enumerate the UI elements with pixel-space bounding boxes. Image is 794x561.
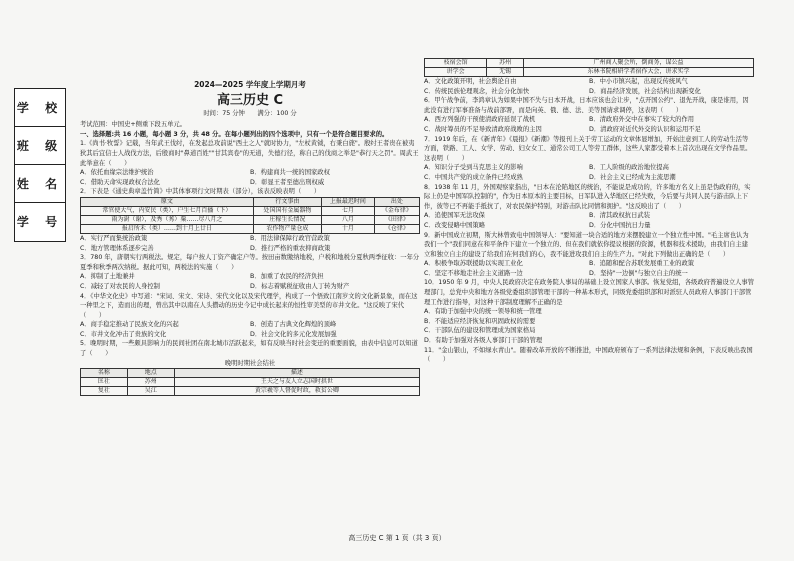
option[interactable]: B．中小市镇兴起，出现反传统风气 bbox=[589, 78, 688, 85]
question-5-options-row2 bbox=[424, 87, 754, 97]
table-cell: 无锡 bbox=[487, 68, 524, 77]
question-3-stem: 3．780 年，唐朝实行两税法。规定，每户按人丁资产确定户等。按田亩数缴纳地税，户税和地税分夏秋两季征收：一年分夏季和秋季两次纳税。据此可知，两税法的实施（ ） bbox=[80, 254, 420, 271]
student-id-label: 学 号 bbox=[16, 215, 64, 229]
question-5-table-caption: 晚明时期社会结社 bbox=[224, 359, 276, 367]
option[interactable]: C．市井文化冲击了贵族的文化 bbox=[80, 330, 167, 338]
table-cell: 十月 bbox=[322, 224, 375, 233]
question-4-options bbox=[80, 320, 420, 330]
table-cell: 七月 bbox=[322, 206, 375, 215]
table-cell: 《仓律》 bbox=[374, 224, 419, 233]
option[interactable]: D．坚持"一边倒"与独立自主的统一 bbox=[589, 269, 688, 277]
table-cell: 农作物产量仓成 bbox=[253, 224, 321, 233]
question-2-options-row2 bbox=[80, 244, 420, 254]
table-cell: 八月 bbox=[322, 215, 375, 224]
table-row bbox=[81, 215, 420, 224]
table-cell: 吴江 bbox=[127, 387, 174, 396]
table-cell: 报启所禾（类）……到十月上廿日 bbox=[81, 224, 254, 233]
option[interactable]: C．中国共产党的成立条件已经成熟 bbox=[424, 173, 523, 181]
section-instructions: 一、选择题:共 16 小题，每小题 3 分，共 48 分。在每小题列出的四个选项中，只有一个是符合题目要求的。 bbox=[80, 130, 389, 138]
table-cell: 苏州 bbox=[127, 378, 174, 387]
option[interactable]: C．借助天命实现政权合法化 bbox=[80, 178, 160, 186]
table-cell: 《金布律》 bbox=[374, 206, 419, 215]
table-cell: 苏州 bbox=[487, 59, 524, 68]
option[interactable]: D．分化中国抗日力量 bbox=[589, 221, 651, 229]
question-6-options-row2 bbox=[424, 125, 754, 135]
right-column bbox=[424, 58, 754, 365]
option[interactable]: A．有助于加强中央的统一领导和统一管理 bbox=[424, 308, 542, 316]
table-cell: 复社 bbox=[81, 387, 128, 396]
option[interactable]: A．抑制了土地兼并 bbox=[80, 273, 135, 281]
option[interactable]: B．清政府外交中在事实了较大的作用 bbox=[589, 116, 695, 124]
question-9-options-row2 bbox=[424, 269, 754, 279]
question-4-options-row2 bbox=[80, 330, 420, 340]
school-label: 学 校 bbox=[15, 89, 65, 127]
question-11-stem: 11．"金山银山，不如绿水青山"。随着改革开放的不断推进，中国政府颁布了一系列法律法规和条例，下表反映出我国（ ） bbox=[424, 346, 753, 364]
question-1-stem: 1.《尚书·牧誓》记载，当年武王伐纣，在发起总攻前说"西土之人"就时协力，"左杖黄钺，右秉白旄"。殷纣王者贵在被夷狄其后宜信士人战伐方法，后殷商时"鼻道百姓""甘其宾卷"的无道，失德行径，称自己的伐商之举是"恭行天之罚"。周武王此举意在（ ） bbox=[80, 140, 419, 167]
table-cell: 匡社 bbox=[81, 378, 128, 387]
option[interactable]: B．创造了古典文化辉煌的顶峰 bbox=[250, 321, 337, 329]
question-5-table bbox=[80, 368, 420, 396]
option[interactable]: C．传统民族伦理观念，社会分化加快 bbox=[424, 87, 530, 95]
option[interactable]: B．构建商共一统的国家政权 bbox=[250, 169, 330, 177]
table-row bbox=[81, 387, 420, 396]
option[interactable]: C．地方管理体系逐步完善 bbox=[80, 244, 154, 252]
option[interactable]: C．坚定不移地走社会主义道路一边 bbox=[424, 269, 523, 277]
question-7-options-row2 bbox=[424, 173, 754, 183]
exam-scope: 考试范围：中国史+侧重下段五单元。 bbox=[80, 121, 187, 129]
table-cell: 处国国有金属器物 bbox=[253, 206, 321, 215]
option[interactable]: B．工人阶级的政治地位提高 bbox=[589, 164, 669, 172]
question-1-options bbox=[80, 168, 420, 178]
table-cell: 黄宗羲等人督促时政，救贫公卿 bbox=[174, 387, 419, 396]
table-cell: 讲学会 bbox=[425, 68, 487, 77]
option[interactable]: C．改变侵略中国策略 bbox=[424, 221, 486, 229]
question-10-stem: 10．1950 年 9 月，中央人民政府决定在政务院人事局的基础上设立国家人事部。恢复党组，各级政府普遍设立人事管理部门，总党中央和地方各级党委组织部管理干部的一种基本形式，同级党委组织部和对派驻人员政府人事部门干部管理工作进行指导，对这种干部制度理解不正确的是 bbox=[424, 279, 755, 306]
question-8-options-row2 bbox=[424, 221, 754, 231]
option[interactable]: D．社会主义已经成为主流思潮 bbox=[589, 173, 676, 181]
question-2-table bbox=[80, 197, 420, 234]
table-cell: 枝宿会馆 bbox=[425, 59, 487, 68]
name-label: 姓 名 bbox=[15, 165, 65, 203]
student-info-box bbox=[14, 88, 66, 242]
option[interactable]: B．加重了农民的经济负担 bbox=[250, 273, 324, 281]
table-header: 描述 bbox=[174, 369, 419, 378]
option[interactable]: B．不能适应经济恢复和巩固政权的需要 bbox=[424, 317, 536, 325]
option[interactable]: B．用法律保障行政官营政策 bbox=[250, 234, 330, 242]
question-5-options bbox=[424, 77, 754, 87]
option[interactable]: C．干部队伍的建设和管理成为国家格局 bbox=[424, 327, 536, 335]
table-cell: 《田律》 bbox=[374, 215, 419, 224]
table-cell: 王夫之与友人立志国时拱世 bbox=[174, 378, 419, 387]
option[interactable]: D．推行严格的重农抑商政策 bbox=[250, 244, 331, 252]
option[interactable]: A．商手稳定推动了民族文化的兴起 bbox=[80, 321, 179, 329]
table-header: 行文事由 bbox=[253, 197, 321, 206]
option[interactable]: D．社会文化的多元化发展加强 bbox=[250, 330, 337, 338]
class-label: 班 级 bbox=[15, 127, 65, 165]
exam-year: 2024—2025 学年度上学期月考 bbox=[194, 80, 306, 89]
option[interactable]: B．追随和配合苏联发展重工业的政策 bbox=[589, 260, 695, 268]
option[interactable]: A．实行严而集统治政策 bbox=[80, 234, 148, 242]
question-5-table-continued bbox=[424, 58, 754, 77]
option[interactable]: C．减轻了对农民的人身控制 bbox=[80, 282, 160, 290]
question-6-options bbox=[424, 115, 754, 125]
question-5-stem: 5．晚明时期，一些颇具影响力的民间社团在南北城市活跃起来，如有反映当时社会变迁的重要面貌，由表中信息可以知道了（ ） bbox=[80, 340, 418, 358]
option[interactable]: B．清其政权抗日武装 bbox=[589, 212, 650, 220]
question-4-stem: 4．《中华文化史》中写道："宋词、宋文、宋诗、宋代文化以及宋代理学，构成了一个悟致江南岁文的文化新景象，而在这一种里之下，造而出的理，曾出其中以南在人头攒动的历史今记中成长起来的恒性审美型的市井文化。"这反映了宋代（ ） bbox=[80, 292, 418, 319]
option[interactable]: D．标志着赋税征收由人丁转为财产 bbox=[250, 282, 350, 290]
option[interactable]: A．西方列强的干预使清政府延误了战机 bbox=[424, 116, 536, 124]
question-1-options-row2 bbox=[80, 178, 420, 188]
table-cell: 庄稼生长情况 bbox=[253, 215, 321, 224]
option[interactable]: A．积极争取苏联援助以实现工业化 bbox=[424, 260, 523, 268]
table-header: 上报最迟时间 bbox=[322, 197, 375, 206]
table-cell: 广州商人聚会所，倒商务，谋公益 bbox=[523, 59, 753, 68]
question-8-stem: 8．1938 年 11 月，外国观察家指出，"日本在沦陷地区的统治，不能说是成功的，许多地方名义上虽是伪政府的，实际上仍是中国军队控制的"，作为日本原本的主要目标，日军队进入华地区已经失败，今后要与共同人民与游击队上下作，彼等已不再能手抵抗了，对农民保护特别，对游击队比同情和拥护。"这反映出了（ ） bbox=[424, 183, 751, 210]
table-header: 出处 bbox=[374, 197, 419, 206]
question-9-options bbox=[424, 259, 754, 269]
table-cell: 常官使大气，内安民（类），户生七月百播（下） bbox=[81, 206, 254, 215]
question-9-stem: 9．新中国成立初期，斯大林曾致电中国领导人："要知道一块合适的地方来摆脱建立一个独立性中国。"毛主席也认为我们一个"我们同意在和平条件下建立一个独立的、但在我们就依你提议根据的资源，机器和技术援助，由我们自主建立和独立自主的建设了给我们在何我们的心，我不能进攻我们自主的生产力。"对此下列做出正确的是（ ） bbox=[424, 231, 749, 258]
option[interactable]: C．战时筹员的不足导致清政府战败的主因 bbox=[424, 125, 542, 133]
table-header: 地点 bbox=[127, 369, 174, 378]
table-header: 名称 bbox=[81, 369, 128, 378]
question-3-options bbox=[80, 272, 420, 282]
exam-meta: 时间：75 分钟 满分：100 分 bbox=[203, 109, 297, 117]
option[interactable]: D．有助于加强对各级人事部门干部的管理 bbox=[424, 337, 543, 345]
table-row bbox=[425, 68, 754, 77]
question-7-options bbox=[424, 163, 754, 173]
option[interactable]: A．文化政策开明，社会舆论自由 bbox=[424, 78, 517, 85]
page-footer: 高三历史 C 第 1 页（共 3 页） bbox=[348, 534, 446, 542]
option[interactable]: A．知识分子受到马克思主义的影响 bbox=[424, 164, 523, 172]
option[interactable]: D．清政府对近代外交的认识和运用不足 bbox=[589, 125, 701, 133]
table-row bbox=[81, 378, 420, 387]
question-8-options bbox=[424, 211, 754, 221]
question-2-stem: 2．下表是《通史典章盖竹简》中其体事项行文时期表（部分），该表反映表明（ ） bbox=[80, 188, 321, 196]
left-column bbox=[80, 80, 420, 396]
table-row bbox=[81, 206, 420, 215]
table-cell: 雨为澍（谢），及秀（莠）粟……尽八月之 bbox=[81, 215, 254, 224]
table-row bbox=[425, 59, 754, 68]
option[interactable]: D．彰显王者至德出刑权威 bbox=[250, 178, 325, 186]
question-3-options-row2 bbox=[80, 282, 420, 292]
option[interactable]: D．商品经济发展，社会结构出现新变化 bbox=[589, 87, 701, 95]
exam-title: 高三历史 C bbox=[216, 92, 284, 108]
question-7-stem: 7．1919 年后，在《新青年》《晨报》《新潮》等报刊上关于劳工运动的文章体显增加，开始注意到工人的劳动生活等方面，铁路、工人、女学、劳动、妇女女工、通常公司工人等劳工群体，这些人家都受着本上首次出现在文学作品里。这表明（ ） bbox=[424, 135, 752, 162]
option[interactable]: A．追使国军无法攻保 bbox=[424, 212, 485, 220]
option[interactable]: A．依托血缘宗法维护统治 bbox=[80, 169, 154, 177]
table-header: 原文 bbox=[81, 197, 254, 206]
question-2-options bbox=[80, 234, 420, 244]
table-row bbox=[81, 224, 420, 233]
question-6-stem: 6．甲午战争前，李鸿章认为如果中国不失与日本开战，日本应该也会让步，"点开国公约"、退先开战，康是谁用，因此没有进行军事准备与战前部署，而是向英、俄、德、法、美等国请求调停，这表明（ ） bbox=[424, 97, 749, 114]
table-cell: 东林书院相研学者宿作大会，讲求实学 bbox=[523, 68, 753, 77]
